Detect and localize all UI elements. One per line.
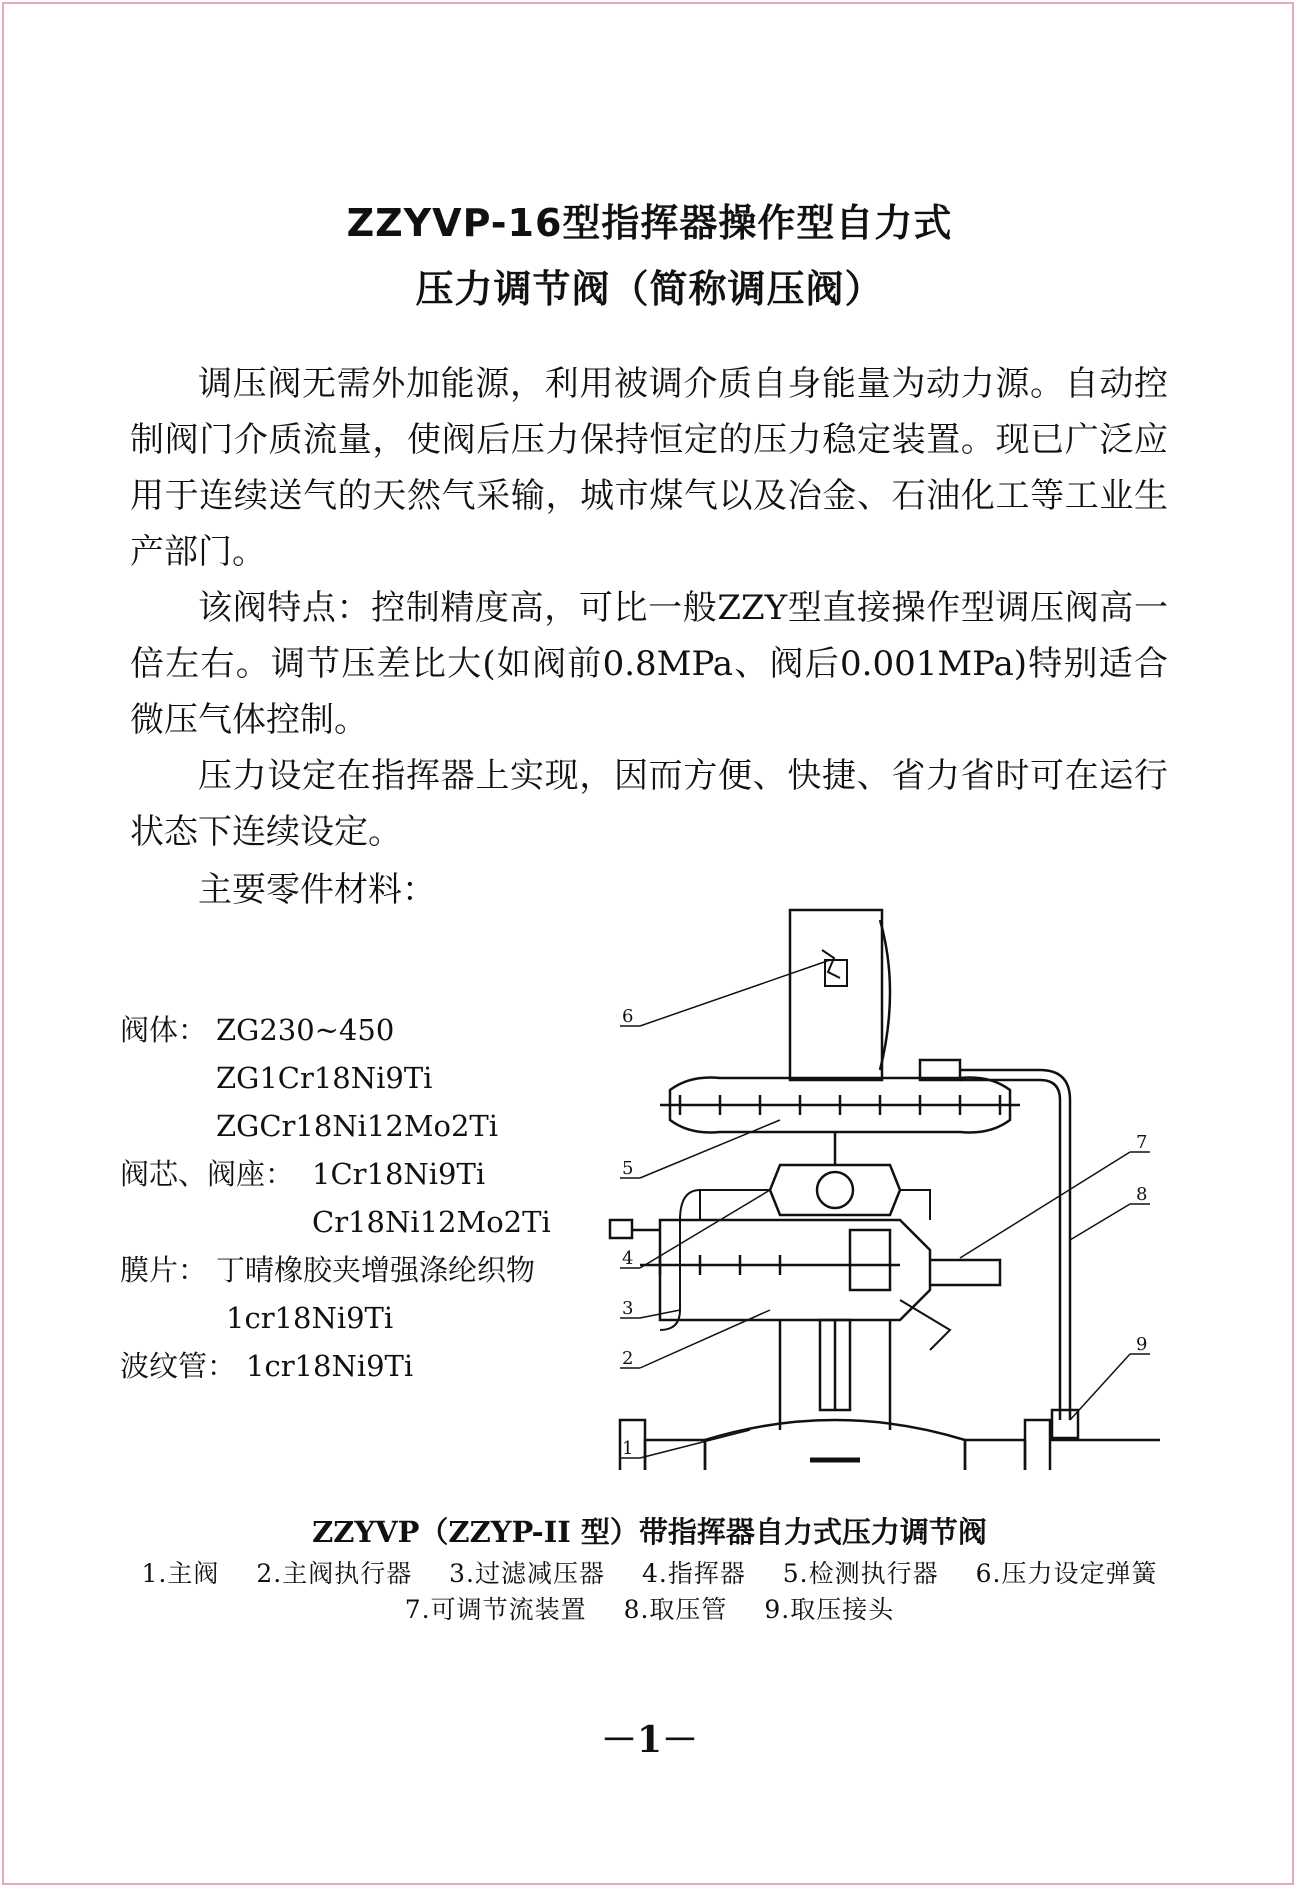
- legend-item: 9.取压接头: [764, 1595, 895, 1624]
- callout-4: 4: [622, 1248, 634, 1269]
- legend-item: 6.压力设定弹簧: [975, 1559, 1158, 1588]
- legend-item: 1.主阀: [141, 1559, 220, 1588]
- paragraph-materials-heading: 主要零件材料：: [198, 870, 436, 910]
- callout-2: 2: [622, 1348, 634, 1369]
- callout-5: 5: [622, 1158, 634, 1179]
- page-number: －1－: [600, 1719, 699, 1761]
- material-body-value: ZG1Cr18Ni9Ti: [216, 1061, 433, 1095]
- spring-housing-drawing: [790, 910, 890, 1080]
- material-membrane-label: 膜片：: [120, 1253, 208, 1287]
- material-membrane-value: 丁晴橡胶夹增强涤纶织物: [216, 1253, 536, 1287]
- paragraph-intro: 调压阀无需外加能源，利用被调介质自身能量为动力源。自动控制阀门介质流量，使阀后压力保持恒定的压力稳定装置。现已广泛应用于连续送气的天然气采输，城市煤气以及冶金、石油化工等工业生产部门。: [130, 364, 1168, 572]
- valve-stem-drawing: [780, 1320, 890, 1430]
- material-core-label: 阀芯、阀座：: [120, 1157, 295, 1191]
- title-line-1: ZZYVP-16型指挥器操作型自力式: [346, 201, 953, 245]
- sensing-pipe-drawing: [920, 1060, 1078, 1438]
- legend-item: 2.主阀执行器: [256, 1559, 413, 1588]
- paragraph-setting: 压力设定在指挥器上实现，因而方便、快捷、省力省时可在运行状态下连续设定。: [130, 756, 1168, 852]
- callout-9: 9: [1136, 1334, 1148, 1355]
- material-body-value: ZG230~450: [216, 1013, 395, 1047]
- title-line-2: 压力调节阀（简称调压阀）: [415, 267, 884, 311]
- filter-regulator-drawing: [610, 1220, 660, 1238]
- legend-item: 7.可调节流装置: [404, 1595, 587, 1624]
- callout-8: 8: [1136, 1184, 1148, 1205]
- material-bellows-value: 1cr18Ni9Ti: [246, 1349, 414, 1383]
- material-core-value: Cr18Ni12Mo2Ti: [312, 1205, 551, 1239]
- callout-7: 7: [1136, 1132, 1148, 1153]
- material-bellows-label: 波纹管：: [120, 1349, 237, 1383]
- material-core-value: 1Cr18Ni9Ti: [312, 1157, 486, 1191]
- figure-caption: ZZYVP（ZZYP-II 型）带指挥器自力式压力调节阀: [312, 1515, 987, 1549]
- legend-item: 5.检测执行器: [782, 1559, 939, 1588]
- material-membrane-value: 1cr18Ni9Ti: [226, 1301, 394, 1335]
- callout-1: 1: [622, 1438, 634, 1459]
- legend-item: 8.取压管: [623, 1595, 728, 1624]
- legend-row-1: [0, 1556, 1299, 1592]
- material-body-value: ZGCr18Ni12Mo2Ti: [216, 1109, 499, 1143]
- legend-item: 4.指挥器: [641, 1559, 746, 1588]
- paragraph-features: 该阀特点：控制精度高，可比一般ZZY型直接操作型调压阀高一倍左右。调节压差比大(如阀前0.8MPa、阀后0.001MPa)特别适合微压气体控制。: [130, 588, 1168, 740]
- callout-3: 3: [622, 1298, 634, 1319]
- valve-diagram: [600, 890, 1160, 1470]
- legend-row-2: [0, 1592, 1299, 1628]
- callout-6: 6: [622, 1006, 634, 1027]
- upper-diaphragm-drawing: [660, 1078, 1020, 1133]
- material-body-label: 阀体：: [120, 1013, 208, 1047]
- legend-item: 3.过滤减压器: [449, 1559, 606, 1588]
